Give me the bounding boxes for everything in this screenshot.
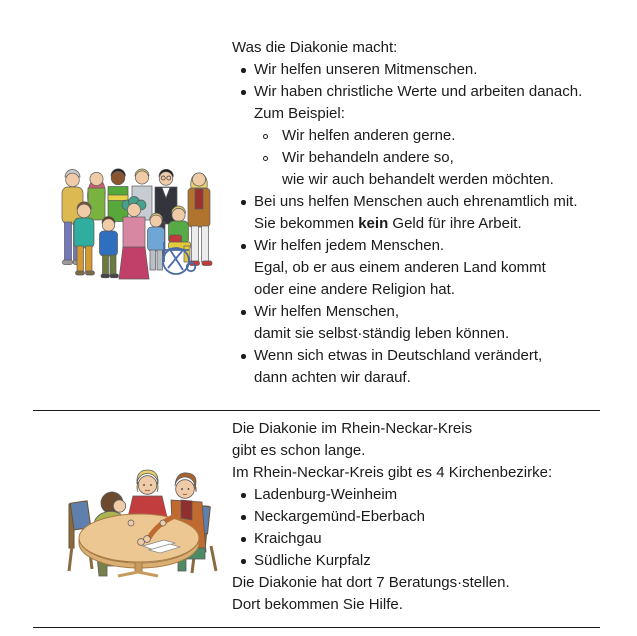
paragraph-line: Die Diakonie im Rhein-Neckar-Kreis	[232, 420, 473, 437]
section-what-diakonie-does	[232, 37, 614, 389]
bullet-text: Wir helfen Menschen,	[254, 303, 400, 320]
section1-title: Was die Diakonie macht:	[232, 39, 398, 56]
bullet-dot-icon	[241, 200, 246, 205]
bullet-text: Wir haben christliche Werte und arbeiten danach.	[254, 83, 583, 100]
bullet-continuation	[232, 213, 614, 235]
bullet-continuation	[232, 103, 614, 125]
bullet-text: Wir helfen jedem Menschen.	[254, 237, 445, 254]
bullet-item	[232, 59, 614, 81]
bullet-dot-icon	[241, 493, 246, 498]
bullet-item	[232, 345, 614, 367]
sub-bullet-item	[232, 147, 614, 169]
bullet-continuation	[232, 323, 614, 345]
bullet-item	[232, 81, 614, 103]
bullet-text: Wenn sich etwas in Deutschland verändert,	[254, 347, 543, 364]
section-divider	[33, 627, 600, 628]
bullet-text: Wir helfen unseren Mitmenschen.	[254, 61, 478, 78]
sub-bullet-continuation	[232, 169, 614, 191]
bullet-text: Kraichgau	[254, 530, 322, 547]
bullet-text: Südliche Kurpfalz	[254, 552, 371, 569]
bullet-item	[232, 550, 614, 572]
paragraph-line: Dort bekommen Sie Hilfe.	[232, 596, 403, 613]
bullet-dot-icon	[241, 537, 246, 542]
bullet-text-pre: Sie bekommen	[254, 215, 359, 232]
bullet-dot-icon	[241, 68, 246, 73]
bullet-text: Zum Beispiel:	[254, 105, 345, 122]
bullet-dot-icon	[241, 559, 246, 564]
bullet-item	[232, 301, 614, 323]
bullet-text: Ladenburg-Weinheim	[254, 486, 398, 503]
bullet-dot-icon	[241, 354, 246, 359]
section-rhein-neckar-kreis	[232, 418, 614, 616]
bullet-text-bold: kein	[358, 215, 389, 232]
bullet-text: dann achten wir darauf.	[254, 369, 411, 386]
bullet-continuation	[232, 257, 614, 279]
section-divider	[33, 410, 600, 411]
bullet-dot-icon	[241, 244, 246, 249]
bullet-continuation	[232, 367, 614, 389]
group-of-people-drawing	[56, 162, 218, 314]
bullet-dot-icon	[241, 90, 246, 95]
sub-bullet-text: wie wir auch behandelt werden möchten.	[282, 171, 554, 188]
bullet-text-post: Geld für ihre Arbeit.	[388, 215, 522, 232]
sub-bullet-item	[232, 125, 614, 147]
bullet-item	[232, 506, 614, 528]
round-table-drawing	[45, 458, 225, 578]
bullet-text: oder eine andere Religion hat.	[254, 281, 455, 298]
bullet-text: damit sie selbst·ständig leben können.	[254, 325, 510, 342]
paragraph-line: gibt es schon lange.	[232, 442, 366, 459]
paragraph-line: Die Diakonie hat dort 7 Beratungs·stellen.	[232, 574, 510, 591]
bullet-item	[232, 528, 614, 550]
bullet-text: Egal, ob er aus einem anderen Land kommt	[254, 259, 546, 276]
bullet-text: Bei uns helfen Menschen auch ehrenamtlich mit.	[254, 193, 578, 210]
sub-bullet-text: Wir behandeln andere so,	[282, 149, 454, 166]
bullet-dot-icon	[241, 515, 246, 520]
circle-bullet-icon	[263, 156, 268, 161]
bullet-text: Neckargemünd-Eberbach	[254, 508, 425, 525]
circle-bullet-icon	[263, 134, 268, 139]
bullet-continuation	[232, 279, 614, 301]
bullet-item	[232, 191, 614, 213]
group-of-people-illustration	[56, 162, 218, 314]
paragraph-line: Im Rhein-Neckar-Kreis gibt es 4 Kirchenbezirke:	[232, 464, 553, 481]
sub-bullet-text: Wir helfen anderen gerne.	[282, 127, 456, 144]
counseling-table-illustration	[45, 458, 225, 578]
bullet-item	[232, 235, 614, 257]
bullet-item	[232, 484, 614, 506]
bullet-dot-icon	[241, 310, 246, 315]
